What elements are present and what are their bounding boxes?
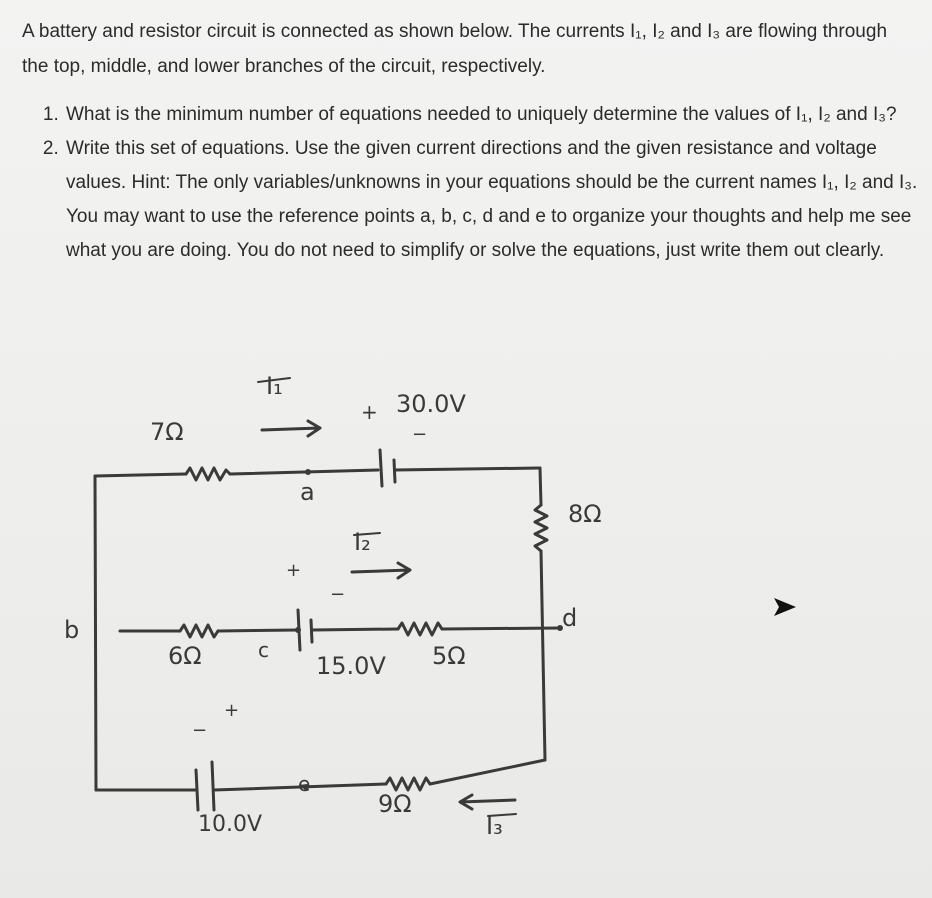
wire-mid-end xyxy=(442,628,560,629)
label-i1: I₁ xyxy=(266,372,283,400)
label-30v: 30.0V xyxy=(396,390,466,418)
label-i2: I₂ xyxy=(354,528,371,556)
label-point-e: e xyxy=(298,772,311,796)
label-r-8-ohm: 8Ω xyxy=(568,500,602,528)
label-10v-minus: − xyxy=(192,720,208,741)
label-30v-plus: + xyxy=(361,400,378,424)
wire-right-top xyxy=(540,468,541,505)
label-r-5-ohm: 5Ω xyxy=(432,642,466,670)
label-15v-plus: + xyxy=(286,560,302,581)
wire-bottom-right xyxy=(430,760,545,784)
current-i3-arrow xyxy=(460,795,515,809)
label-r-7-ohm: 7Ω xyxy=(150,418,184,446)
resistor-7-ohm xyxy=(186,468,230,480)
label-i3: I₃ xyxy=(486,812,503,840)
wire-mid-middle xyxy=(218,630,298,631)
battery-10v-plate-long xyxy=(212,762,214,810)
problem-intro: A battery and resistor circuit is connected as shown below. The currents I₁, I₂ and I₃ are flowing through the top, middle, and lower branches of the circuit, respectively. xyxy=(22,21,888,77)
label-point-a: a xyxy=(300,478,315,506)
node-c xyxy=(295,627,301,633)
mouse-pointer-icon xyxy=(770,596,798,618)
label-point-d: d xyxy=(562,604,578,632)
current-i1-arrow xyxy=(262,421,320,436)
wire-mid-right xyxy=(312,629,398,630)
wire-top-left xyxy=(95,474,186,476)
resistor-6-ohm xyxy=(180,625,218,637)
label-15v-minus: − xyxy=(330,584,346,605)
label-r-6-ohm: 6Ω xyxy=(168,642,202,670)
label-15v: 15.0V xyxy=(316,652,386,680)
label-point-c: c xyxy=(258,638,269,662)
label-10v-plus: + xyxy=(224,700,240,721)
label-point-b: b xyxy=(64,616,80,644)
wire-right-bottom xyxy=(541,551,545,760)
question-2: 2. Write this set of equations. Use the given current directions and the given resistance and voltage values. Hint: The only variables/unknowns in your equations should be the current names I₁, I₂ and I₃. You may want to use the reference points a, b, c, d and e to organize your thoughts and help me see what you are doing. You do not need to simplify or solve the equations, just write them out clearly. xyxy=(64,132,924,268)
label-10v: 10.0V xyxy=(198,812,263,837)
label-r-9-ohm: 9Ω xyxy=(378,790,412,818)
question-1: 1. What is the minimum number of equations needed to uniquely determine the values of I₁, I₂ and I₃? xyxy=(64,98,924,132)
wire-left xyxy=(95,476,96,790)
label-30v-minus: − xyxy=(412,424,428,445)
battery-30v-plate-long xyxy=(380,450,382,486)
resistor-8-ohm xyxy=(535,505,547,551)
current-i2-arrow xyxy=(352,563,410,578)
resistor-9-ohm xyxy=(386,778,430,790)
resistor-5-ohm xyxy=(398,623,442,635)
wire-top-middle xyxy=(230,470,378,474)
wire-top-right xyxy=(395,468,540,470)
node-a xyxy=(305,469,311,475)
wire-bottom-mid xyxy=(160,784,386,790)
